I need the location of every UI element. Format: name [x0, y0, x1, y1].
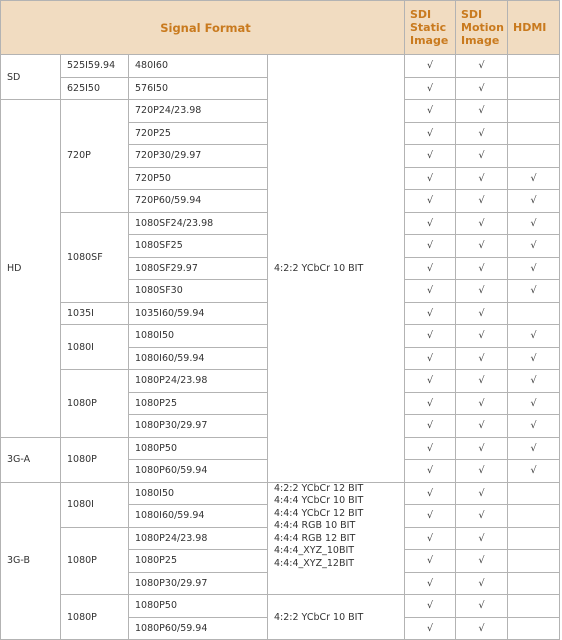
- sdi-static-mark: √: [405, 100, 456, 123]
- group-cell: 1080P: [61, 437, 129, 482]
- format-cell: 1080SF25: [129, 235, 268, 258]
- group-cell: 1080SF: [61, 212, 129, 302]
- sdi-motion-mark: √: [456, 550, 508, 573]
- hdmi-mark: √: [508, 257, 560, 280]
- sampling-line: 4:2:2 YCbCr 12 BIT: [274, 482, 364, 494]
- hdmi-mark: √: [508, 190, 560, 213]
- format-cell: 720P50: [129, 167, 268, 190]
- format-cell: 1080P24/23.98: [129, 527, 268, 550]
- sdi-motion-mark: √: [456, 167, 508, 190]
- sdi-static-mark: √: [405, 77, 456, 100]
- hdmi-mark: [508, 77, 560, 100]
- signal-format-header: Signal Format: [1, 1, 405, 55]
- sdi-motion-mark: √: [456, 77, 508, 100]
- sdi-motion-mark: √: [456, 460, 508, 483]
- category-cell-3g-a: 3G-A: [1, 437, 61, 482]
- format-cell: 1080SF24/23.98: [129, 212, 268, 235]
- group-cell: 1035I: [61, 302, 129, 325]
- hdmi-mark: [508, 617, 560, 640]
- sdi-static-image-header: SDI Static Image: [405, 1, 456, 55]
- hdmi-mark: [508, 122, 560, 145]
- group-cell: 625I50: [61, 77, 129, 100]
- group-cell: 1080P: [61, 595, 129, 640]
- sdi-motion-mark: √: [456, 257, 508, 280]
- format-cell: 1080I60/59.94: [129, 347, 268, 370]
- hdmi-mark: √: [508, 280, 560, 303]
- hdmi-mark: √: [508, 460, 560, 483]
- sdi-motion-mark: √: [456, 437, 508, 460]
- group-cell: 1080I: [61, 325, 129, 370]
- format-cell: 1080I60/59.94: [129, 505, 268, 528]
- sdi-motion-mark: √: [456, 145, 508, 168]
- format-cell: 1035I60/59.94: [129, 302, 268, 325]
- sdi-motion-mark: √: [456, 482, 508, 505]
- sdi-motion-mark: √: [456, 122, 508, 145]
- hdmi-mark: √: [508, 415, 560, 438]
- format-cell: 1080P30/29.97: [129, 415, 268, 438]
- hdmi-mark: [508, 55, 560, 78]
- sdi-motion-mark: √: [456, 55, 508, 78]
- sdi-static-mark: √: [405, 505, 456, 528]
- sdi-static-mark: √: [405, 617, 456, 640]
- sdi-motion-mark: √: [456, 415, 508, 438]
- sdi-static-mark: √: [405, 572, 456, 595]
- hdmi-mark: [508, 100, 560, 123]
- sdi-static-mark: √: [405, 460, 456, 483]
- format-cell: 576I50: [129, 77, 268, 100]
- sdi-static-mark: √: [405, 122, 456, 145]
- sdi-motion-mark: √: [456, 392, 508, 415]
- format-cell: 1080I50: [129, 325, 268, 348]
- hdmi-mark: √: [508, 235, 560, 258]
- sdi-static-mark: √: [405, 370, 456, 393]
- format-cell: 720P25: [129, 122, 268, 145]
- format-cell: 1080P25: [129, 392, 268, 415]
- sdi-static-mark: √: [405, 145, 456, 168]
- format-cell: 1080P50: [129, 437, 268, 460]
- format-cell: 720P60/59.94: [129, 190, 268, 213]
- group-cell: 525I59.94: [61, 55, 129, 78]
- hdmi-mark: [508, 482, 560, 505]
- sdi-motion-mark: √: [456, 302, 508, 325]
- sdi-static-mark: √: [405, 235, 456, 258]
- sdi-motion-mark: √: [456, 527, 508, 550]
- hdmi-header: HDMI: [508, 1, 560, 55]
- sdi-motion-mark: √: [456, 505, 508, 528]
- group-cell: 1080P: [61, 370, 129, 438]
- sdi-static-mark: √: [405, 437, 456, 460]
- sampling-line: 4:4:4 YCbCr 12 BIT: [274, 507, 364, 519]
- format-cell: 720P24/23.98: [129, 100, 268, 123]
- format-cell: 480I60: [129, 55, 268, 78]
- header-row: [1, 1, 560, 55]
- format-cell: 1080P25: [129, 550, 268, 573]
- group-cell: 720P: [61, 100, 129, 213]
- sampling-line: 4:4:4_XYZ_12BIT: [274, 557, 355, 569]
- hdmi-mark: √: [508, 437, 560, 460]
- sdi-static-mark: √: [405, 550, 456, 573]
- sdi-static-mark: √: [405, 212, 456, 235]
- sdi-motion-mark: √: [456, 100, 508, 123]
- hdmi-mark: √: [508, 392, 560, 415]
- sdi-motion-mark: √: [456, 617, 508, 640]
- group-cell: 1080P: [61, 527, 129, 595]
- hdmi-mark: √: [508, 347, 560, 370]
- sdi-motion-mark: √: [456, 280, 508, 303]
- format-cell: 1080P24/23.98: [129, 370, 268, 393]
- table-row: [1, 482, 560, 505]
- sdi-motion-mark: √: [456, 572, 508, 595]
- format-cell: 1080SF29.97: [129, 257, 268, 280]
- sampling-cell-tail: 4:2:2 YCbCr 10 BIT: [268, 595, 405, 640]
- sdi-static-mark: √: [405, 167, 456, 190]
- format-cell: 1080P60/59.94: [129, 617, 268, 640]
- sampling-line: 4:4:4 RGB 12 BIT: [274, 532, 356, 544]
- hdmi-mark: √: [508, 325, 560, 348]
- sdi-motion-mark: √: [456, 190, 508, 213]
- sdi-static-mark: √: [405, 302, 456, 325]
- category-cell-3g-b: 3G-B: [1, 482, 61, 640]
- sdi-static-mark: √: [405, 415, 456, 438]
- sdi-static-mark: √: [405, 190, 456, 213]
- sampling-line: 4:4:4_XYZ_10BIT: [274, 545, 355, 556]
- sdi-motion-mark: √: [456, 347, 508, 370]
- sdi-motion-mark: √: [456, 595, 508, 618]
- sampling-line: 4:4:4 YCbCr 10 BIT: [274, 495, 364, 506]
- hdmi-mark: [508, 572, 560, 595]
- hdmi-mark: √: [508, 370, 560, 393]
- hdmi-mark: [508, 505, 560, 528]
- sdi-static-mark: √: [405, 325, 456, 348]
- sdi-static-mark: √: [405, 55, 456, 78]
- sdi-static-mark: √: [405, 595, 456, 618]
- sampling-cell-3g-b: [268, 482, 405, 595]
- sdi-motion-mark: √: [456, 212, 508, 235]
- format-cell: 1080P60/59.94: [129, 460, 268, 483]
- sampling-cell-main: 4:2:2 YCbCr 10 BIT: [268, 55, 405, 483]
- hdmi-mark: √: [508, 212, 560, 235]
- hdmi-mark: [508, 302, 560, 325]
- format-cell: 1080SF30: [129, 280, 268, 303]
- hdmi-mark: [508, 550, 560, 573]
- group-cell: 1080I: [61, 482, 129, 527]
- format-cell: 1080P30/29.97: [129, 572, 268, 595]
- format-cell: 720P30/29.97: [129, 145, 268, 168]
- category-cell-sd: SD: [1, 55, 61, 100]
- sdi-motion-mark: √: [456, 325, 508, 348]
- hdmi-mark: [508, 527, 560, 550]
- sdi-motion-image-header: SDI Motion Image: [456, 1, 508, 55]
- sdi-static-mark: √: [405, 482, 456, 505]
- hdmi-mark: √: [508, 167, 560, 190]
- category-cell-hd: HD: [1, 100, 61, 438]
- format-cell: 1080P50: [129, 595, 268, 618]
- hdmi-mark: [508, 595, 560, 618]
- sdi-static-mark: √: [405, 527, 456, 550]
- table-row: [1, 595, 560, 618]
- table-row: [1, 55, 560, 78]
- sdi-motion-mark: √: [456, 235, 508, 258]
- sdi-static-mark: √: [405, 347, 456, 370]
- format-cell: 1080I50: [129, 482, 268, 505]
- sampling-line: 4:4:4 RGB 10 BIT: [274, 520, 356, 531]
- sdi-motion-mark: √: [456, 370, 508, 393]
- sdi-static-mark: √: [405, 257, 456, 280]
- sdi-static-mark: √: [405, 392, 456, 415]
- hdmi-mark: [508, 145, 560, 168]
- sdi-static-mark: √: [405, 280, 456, 303]
